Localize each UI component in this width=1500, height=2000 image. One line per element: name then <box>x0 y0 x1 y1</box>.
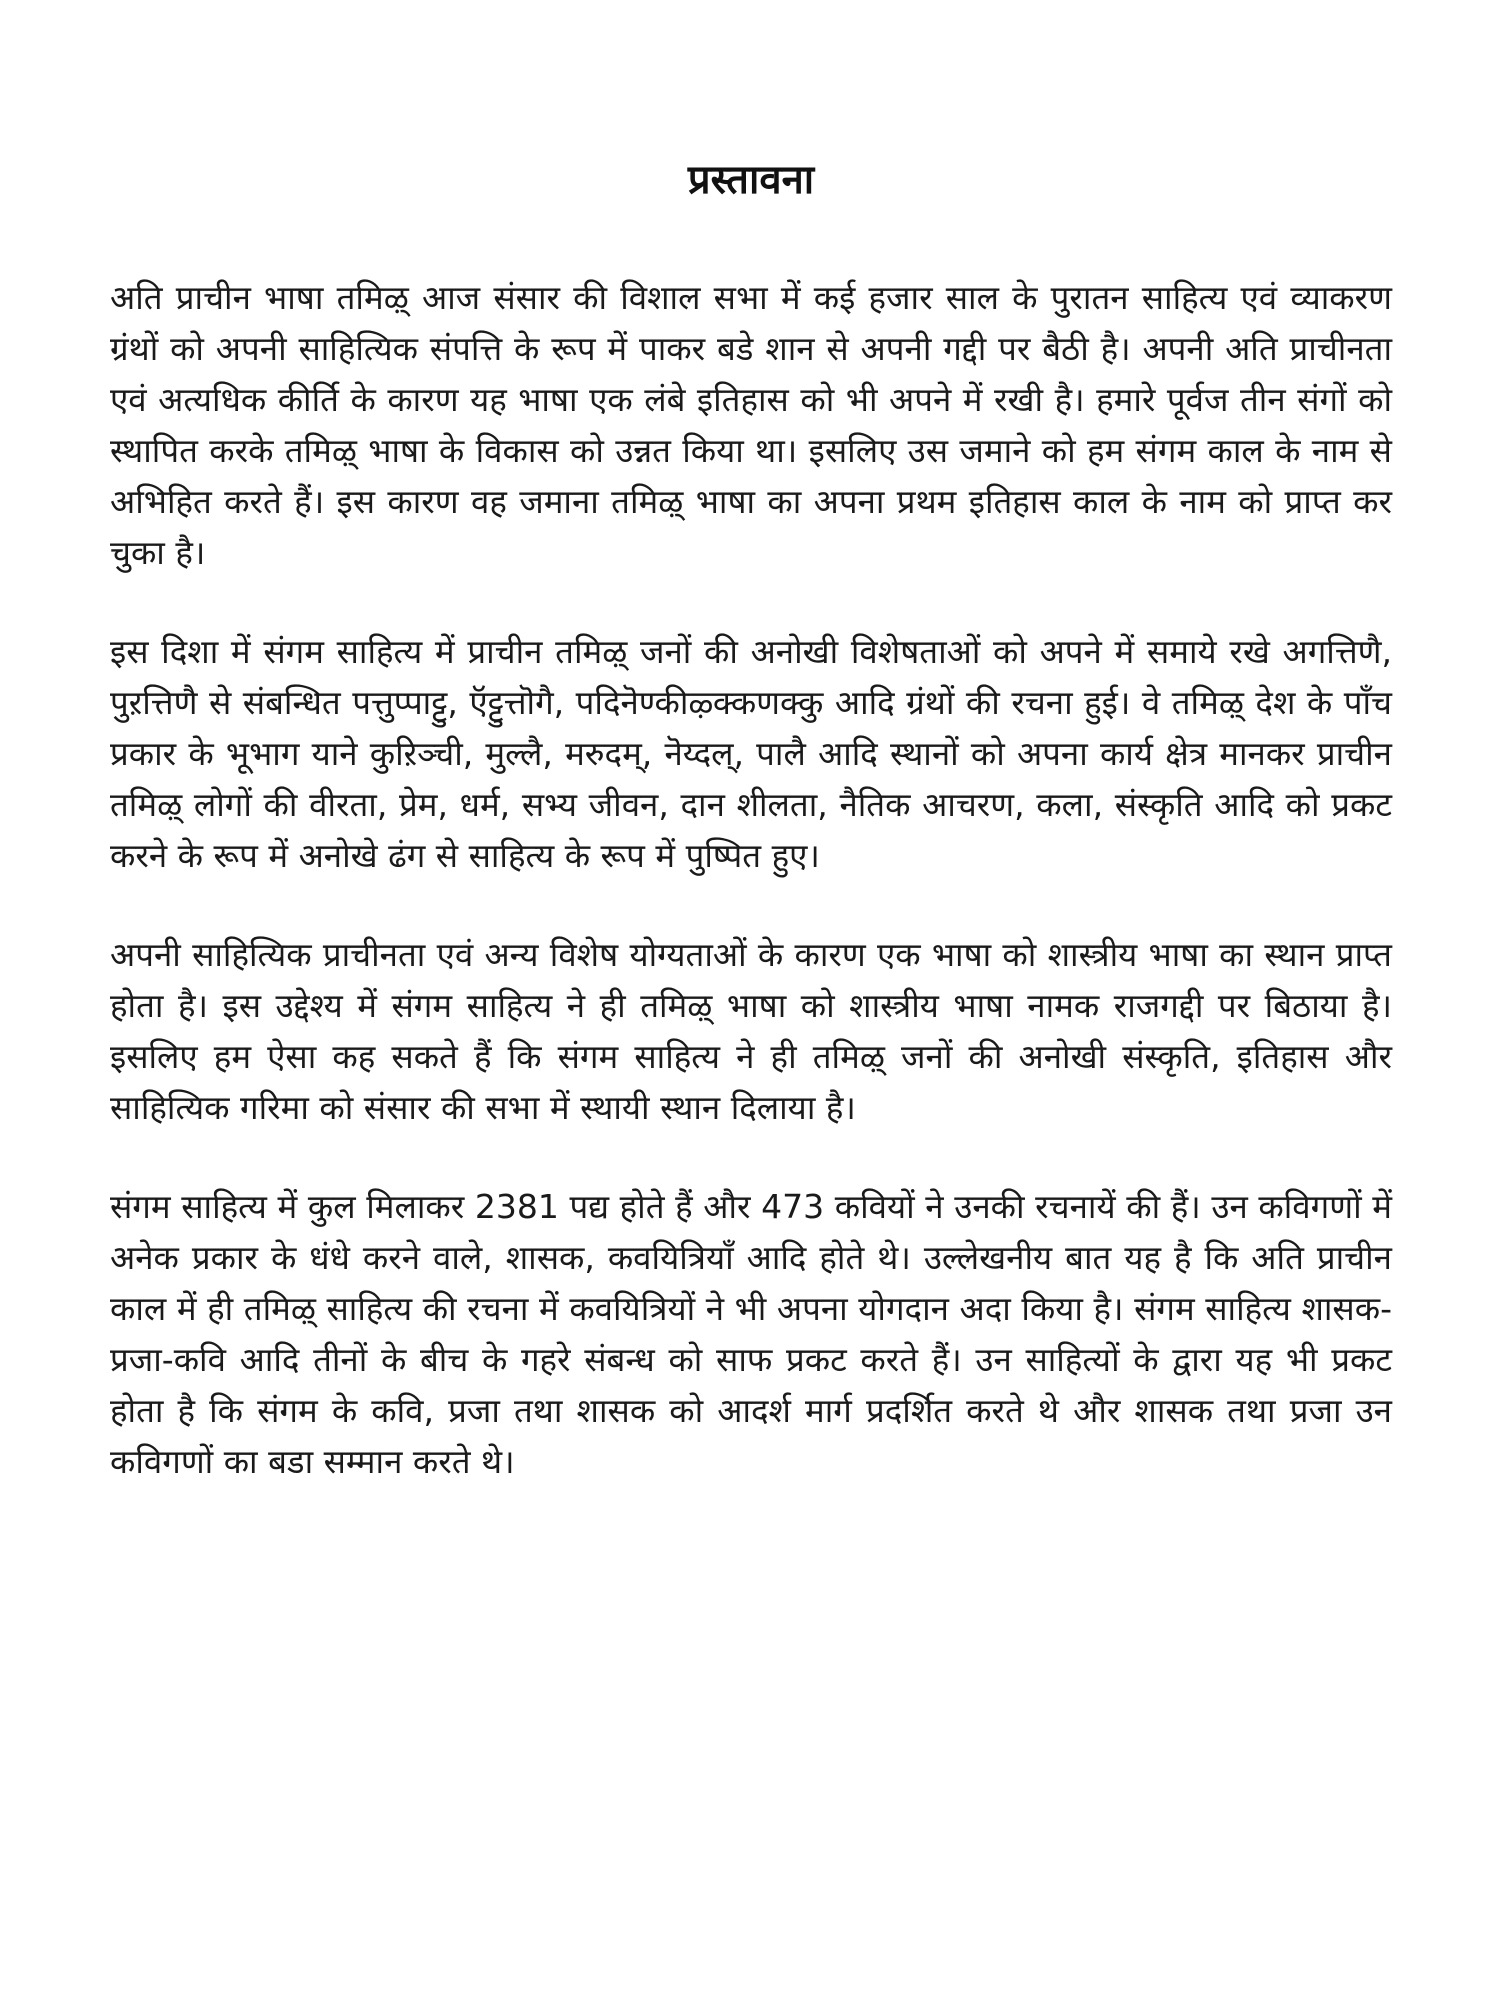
paragraph-2: इस दिशा में संगम साहित्य में प्राचीन तमिऴ् जनों की अनोखी विशेषताओं को अपने में समाये रखे अगत्तिणै, पुऱत्तिणै से संबन्धित पत्तुप्पाट्टु, ऍट्टुत्तॊगै, पदिनॆण्कीऴ्क्कणक्कु आदि ग्रंथों की रचना हुई। वे तमिऴ् देश के पाँच प्रकार के भूभाग याने कुऱिञ्ची, मुल्लै, मरुदम्, नॆय्दल्, पालै आदि स्थानों को अपना कार्य क्षेत्र मानकर प्राचीन तमिऴ् लोगों की वीरता, प्रेम, धर्म, सभ्य जीवन, दान शीलता, नैतिक आचरण, कला, संस्कृति आदि को प्रकट करने के रूप में अनोखे ढंग से साहित्य के रूप में पुष्पित हुए। <box>110 632 1392 875</box>
page-title: प्रस्तावना <box>687 157 815 203</box>
paragraph-1: अति प्राचीन भाषा तमिऴ् आज संसार की विशाल सभा में कई हजार साल के पुरातन साहित्य एवं व्याकरण ग्रंथों को अपनी साहित्यिक संपत्ति के रूप में पाकर बडे शान से अपनी गद्दी पर बैठी है। अपनी अति प्राचीनता एवं अत्यधिक कीर्ति के कारण यह भाषा एक लंबे इतिहास को भी अपने में रखी है। हमारे पूर्वज तीन संगों को स्थापित करके तमिऴ् भाषा के विकास को उन्नत किया था। इसलिए उस जमाने को हम संगम काल के नाम से अभिहित करते हैं। इस कारण वह जमाना तमिऴ् भाषा का अपना प्रथम इतिहास काल के नाम को प्राप्त कर चुका है। <box>110 278 1392 572</box>
paragraph-4: संगम साहित्य में कुल मिलाकर 2381 पद्य होते हैं और 473 कवियों ने उनकी रचनायें की हैं। उन कविगणों में अनेक प्रकार के धंधे करने वाले, शासक, कवयित्रियाँ आदि होते थे। उल्लेखनीय बात यह है कि अति प्राचीन काल में ही तमिऴ् साहित्य की रचना में कवयित्रियों ने भी अपना योगदान अदा किया है। संगम साहित्य शासक-प्रजा-कवि आदि तीनों के बीच के गहरे संबन्ध को साफ प्रकट करते हैं। उन साहित्यों के द्वारा यह भी प्रकट होता है कि संगम के कवि, प्रजा तथा शासक को आदर्श मार्ग प्रदर्शित करते थे और शासक तथा प्रजा उन कविगणों का बडा सम्मान करते थे। <box>110 1187 1392 1481</box>
paragraph-3: अपनी साहित्यिक प्राचीनता एवं अन्य विशेष योग्यताओं के कारण एक भाषा को शास्त्रीय भाषा का स्थान प्राप्त होता है। इस उद्देश्य में संगम साहित्य ने ही तमिऴ् भाषा को शास्त्रीय भाषा नामक राजगद्दी पर बिठाया है। इसलिए हम ऐसा कह सकते हैं कि संगम साहित्य ने ही तमिऴ् जनों की अनोखी संस्कृति, इतिहास और साहित्यिक गरिमा को संसार की सभा में स्थायी स्थान दिलाया है। <box>110 935 1392 1127</box>
